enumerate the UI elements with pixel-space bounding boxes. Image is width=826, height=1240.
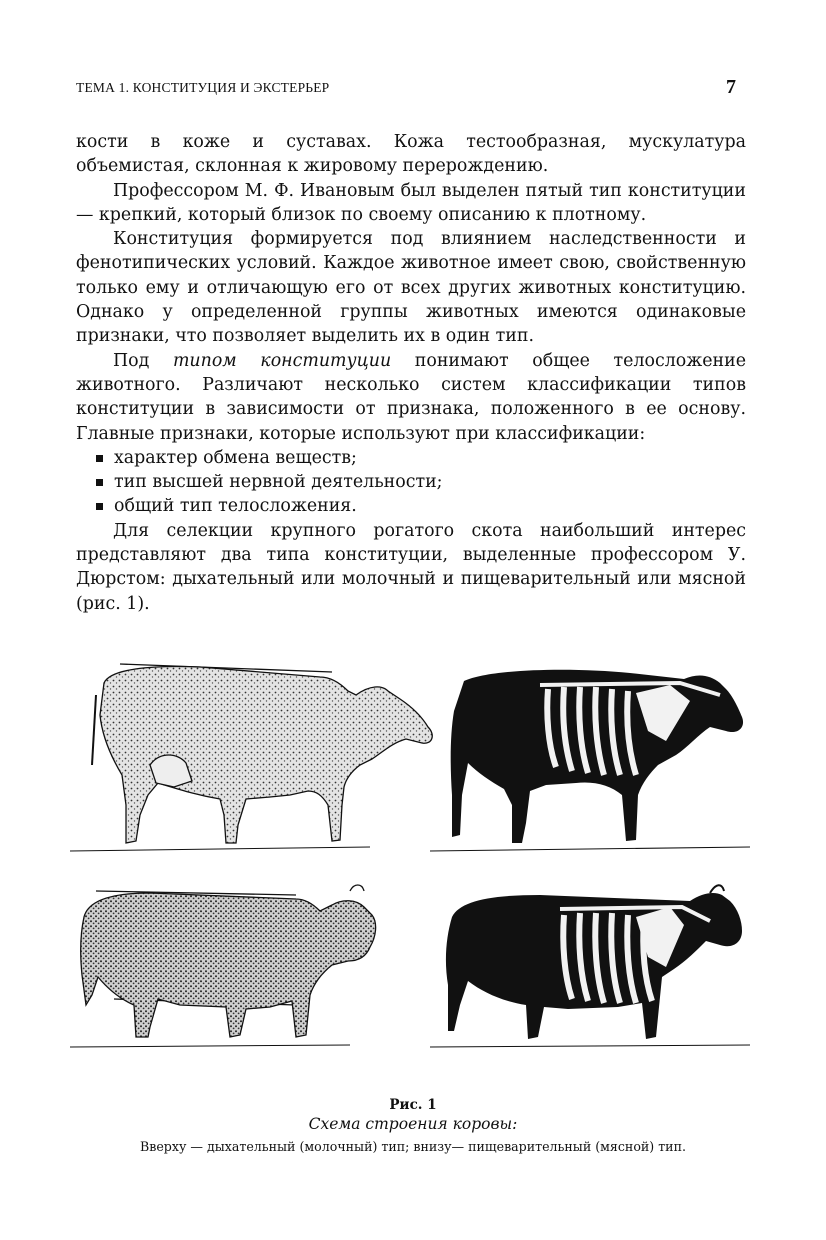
dairy-cow-skeleton-drawing [430,670,750,851]
square-bullet-icon [96,503,103,510]
list-item [76,494,746,518]
running-header [76,76,738,102]
tail [92,695,96,765]
square-bullet-icon [96,455,103,462]
figure-title: Схема строения коровы: [308,1115,518,1133]
text-span: Под [113,350,173,371]
paragraph: кости в коже и суставах. Кожа тестообразная, мускулатура объемистая, склонная к жировому перерождению. [76,132,746,177]
beef-cow-drawing [70,885,376,1047]
bullet-list [76,446,746,519]
paragraph: Для селекции крупного рогатого скота наибольший интерес представляют два типа конституции, выделенные профессором У. Дюрстом: дыхательный или молочный и пищеварительный или мясной (рис. 1). [76,520,746,614]
beef-cow-skeleton-drawing [430,885,750,1047]
cow-illustrations [70,655,750,1095]
list-item-text: общий тип телосложения. [114,496,357,517]
figure-cows [70,655,750,1095]
ground-line [430,1045,750,1047]
ground-line [430,847,750,851]
list-item-text: тип высшей нервной деятельности; [114,472,443,493]
text-span: понимают общее телосложение животного. Различают несколько систем классификации типов конституции в зависимости от признака, положенного в ее основу. Главные признаки, которые используют при классификации: [76,350,746,444]
figure-note: Вверху — дыхательный (молочный) тип; внизу— пищеварительный (мясной) тип. [140,1139,686,1154]
paragraph: Профессором М. Ф. Ивановым был выделен пятый тип конституции — крепкий, который близок по своему описанию к плотному. [76,180,746,225]
ground-line [70,847,370,851]
body-text [76,130,746,616]
ground-line [70,1045,350,1047]
list-item [76,446,746,470]
list-item-text: характер обмена веществ; [114,447,357,468]
horn [350,885,364,891]
page-number: 7 [726,76,736,98]
paragraph: Конституция формируется под влиянием наследственности и фенотипических условий. Каждое животное имеет свою, свойственную только ему и отличающую его от всех других животных конституцию. Однако у определенной группы животных имеются одинаковые признаки, что позволяет выделить их в один тип. [76,229,746,347]
list-item [76,470,746,494]
running-title: ТЕМА 1. КОНСТИТУЦИЯ И ЭКСТЕРЬЕР [76,80,330,95]
horn [710,885,724,893]
figure-label: Рис. 1 [389,1097,437,1113]
paragraph [76,349,746,446]
square-bullet-icon [96,479,103,486]
dairy-cow-drawing [70,664,432,851]
italic-term: типом конституции [172,350,392,371]
